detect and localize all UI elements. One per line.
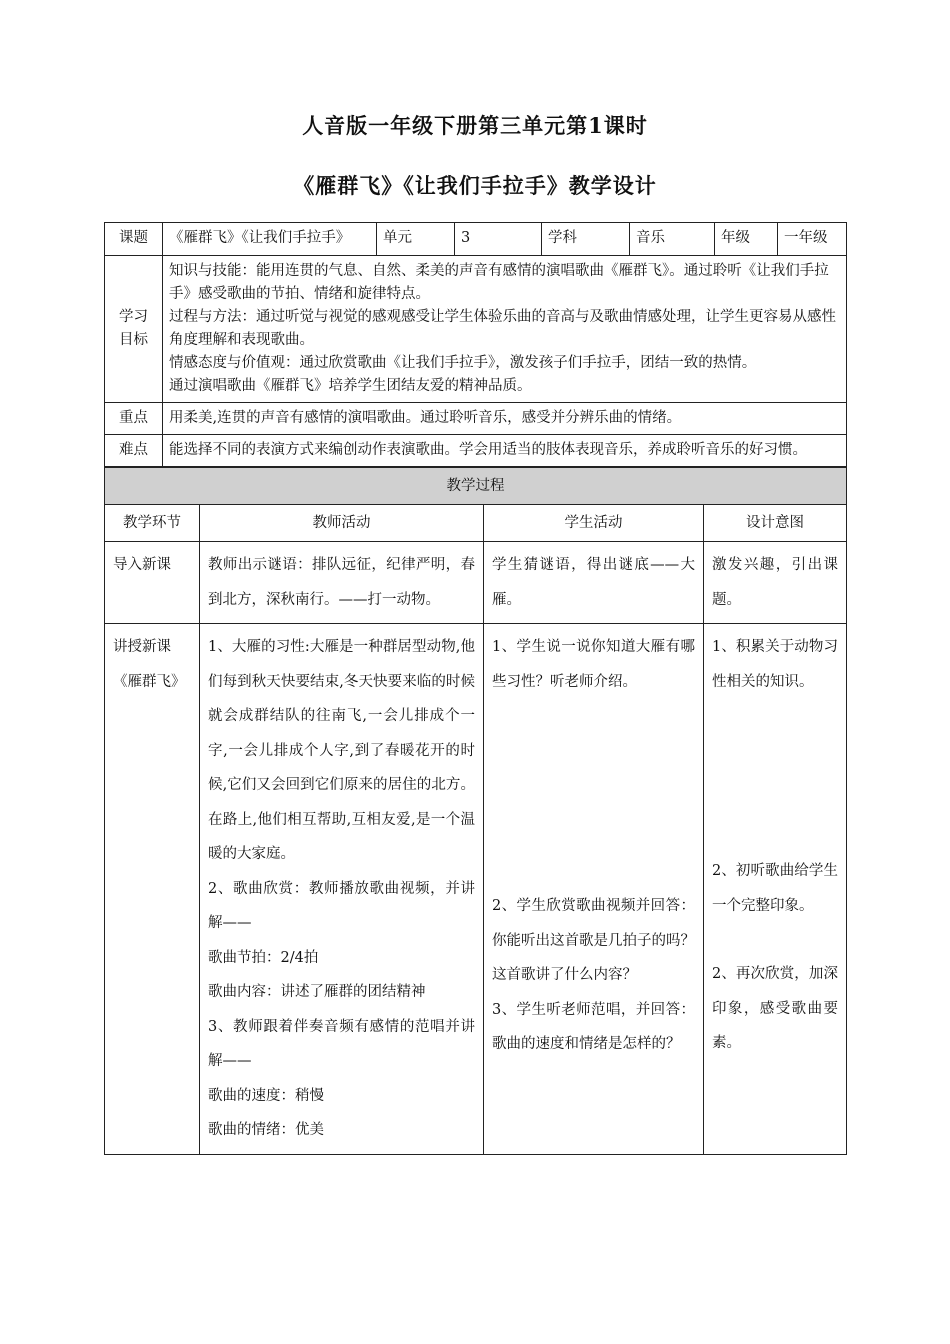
- process-table: [104, 467, 847, 1155]
- key-point-text: 用柔美,连贯的声音有感情的演唱歌曲。通过聆听音乐，感受并分辨乐曲的情绪。: [163, 403, 847, 435]
- intent-step-1: 1、积累关于动物习性相关的知识。: [712, 639, 838, 690]
- col-student: 学生活动: [484, 505, 704, 542]
- teacher-speed: 歌曲的速度：稍慢: [208, 1087, 324, 1104]
- stage-intro: 导入新课: [105, 542, 200, 624]
- document-subtitle: 《雁群飞》《让我们手拉手》教学设计: [293, 173, 657, 198]
- info-table: [104, 222, 847, 467]
- teacher-step-3: 3、教师跟着伴奏音频有感情的范唱并讲解——: [208, 1018, 475, 1069]
- intent-step-3: 2、再次欣赏，加深印象，感受歌曲要素。: [712, 966, 838, 1051]
- teacher-intro: 教师出示谜语：排队远征，纪律严明，春到北方，深秋南行。——打一动物。: [200, 542, 484, 624]
- goal-emotion: 情感态度与价值观：通过欣赏歌曲《让我们手拉手》，激发孩子们手拉手，团结一致的热情。: [169, 355, 757, 371]
- key-point-label: 重点: [105, 403, 163, 435]
- unit-label: 单元: [377, 223, 455, 256]
- document-title: 人音版一年级下册第三单元第1课时: [302, 113, 648, 138]
- goal-process: 过程与方法：通过听觉与视觉的感观感受让学生体验乐曲的音高与及歌曲情感处理，让学生更容易从感性角度理解和表现歌曲。: [169, 309, 836, 348]
- table-row: [105, 624, 847, 1155]
- col-intent: 设计意图: [704, 505, 847, 542]
- intent-new: [704, 624, 847, 1155]
- subject-value: 音乐: [630, 223, 715, 256]
- grade-value: 一年级: [778, 223, 847, 256]
- goals-label: 学习目标: [105, 256, 163, 403]
- topic-value: 《雁群飞》《让我们手拉手》: [163, 223, 377, 256]
- student-step-3: 3、学生听老师范唱，并回答：歌曲的速度和情绪是怎样的？: [492, 1001, 695, 1052]
- unit-value: 3: [455, 223, 542, 256]
- stage-new: 讲授新课《雁群飞》: [105, 624, 200, 1155]
- student-intro: 学生猜谜语，得出谜底——大雁。: [484, 542, 704, 624]
- subject-label: 学科: [542, 223, 630, 256]
- goal-knowledge: 知识与技能：能用连贯的气息、自然、柔美的声音有感情的演唱歌曲《雁群飞》。通过聆听《让我们手拉手》感受歌曲的节拍、情绪和旋律特点。: [169, 263, 829, 302]
- teacher-step-1: 1、大雁的习性:大雁是一种群居型动物,他们每到秋天快要结束,冬天快要来临的时候就会成群结队的往南飞,一会儿排成个一字,一会儿排成个人字,到了春暖花开的时候,它们又会回到它们原来的居住的北方。在路上,他们相互帮助,互相友爱,是一个温暖的大家庭。: [208, 639, 475, 862]
- teacher-beat: 歌曲节拍：2/4拍: [208, 949, 319, 966]
- student-step-1: 1、学生说一说你知道大雁有哪些习性？听老师介绍。: [492, 639, 695, 690]
- teacher-step-2: 2、歌曲欣赏：教师播放歌曲视频，并讲解——: [208, 880, 475, 931]
- intent-intro: 激发兴趣，引出课题。: [704, 542, 847, 624]
- intent-step-2: 2、初听歌曲给学生一个完整印象。: [712, 863, 838, 914]
- student-step-2: 2、学生欣赏歌曲视频并回答：你能听出这首歌是几拍子的吗？这首歌讲了什么内容？: [492, 898, 695, 983]
- goal-quality: 通过演唱歌曲《雁群飞》培养学生团结友爱的精神品质。: [169, 378, 532, 394]
- difficulty-label: 难点: [105, 435, 163, 467]
- teacher-content: 歌曲内容：讲述了雁群的团结精神: [208, 984, 426, 1000]
- table-row: [105, 542, 847, 624]
- teacher-mood: 歌曲的情绪：优美: [208, 1122, 324, 1138]
- process-header: 教学过程: [105, 468, 847, 505]
- goals-content: [163, 256, 847, 403]
- student-new: [484, 624, 704, 1155]
- col-stage: 教学环节: [105, 505, 200, 542]
- grade-label: 年级: [715, 223, 778, 256]
- difficulty-text: 能选择不同的表演方式来编创动作表演歌曲。学会用适当的肢体表现音乐，养成聆听音乐的好习惯。: [163, 435, 847, 467]
- teacher-new: [200, 624, 484, 1155]
- col-teacher: 教师活动: [200, 505, 484, 542]
- lesson-plan-table: [104, 222, 846, 1155]
- topic-label: 课题: [105, 223, 163, 256]
